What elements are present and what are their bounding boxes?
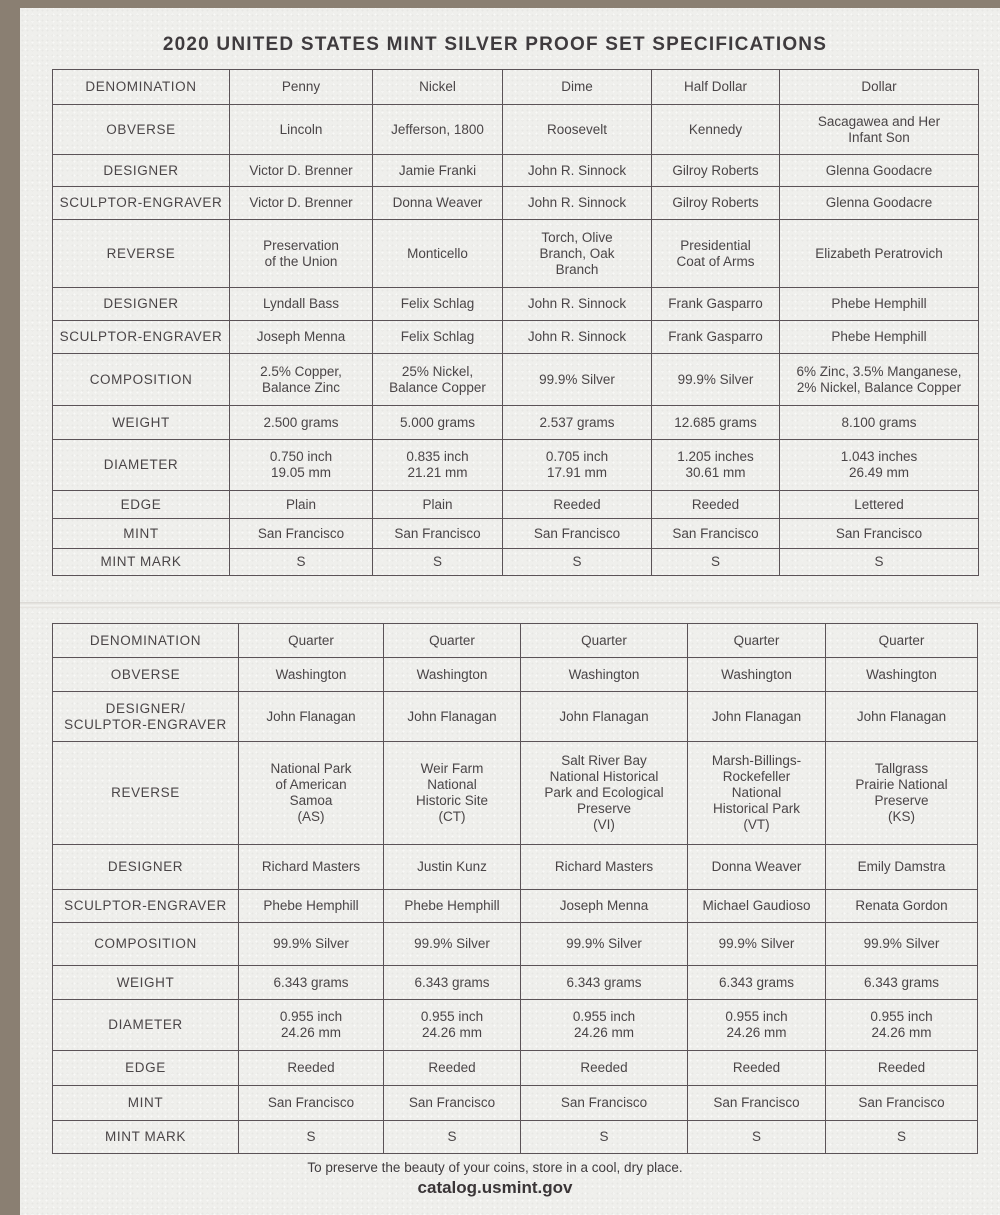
table-cell: Jamie Franki: [373, 155, 503, 187]
table-cell: John R. Sinnock: [503, 288, 652, 321]
table-cell: Torch, Olive Branch, Oak Branch: [503, 220, 652, 288]
table-cell: 6.343 grams: [521, 966, 688, 1000]
table-cell: San Francisco: [826, 1086, 978, 1121]
table-cell: Felix Schlag: [373, 321, 503, 354]
table-cell: 6.343 grams: [688, 966, 826, 1000]
table-cell: Joseph Menna: [521, 890, 688, 923]
row-label: WEIGHT: [53, 406, 230, 440]
table-cell: 8.100 grams: [780, 406, 979, 440]
table-cell: Reeded: [688, 1051, 826, 1086]
card-fold: [20, 602, 1000, 608]
table-cell: Renata Gordon: [826, 890, 978, 923]
table-cell: San Francisco: [652, 519, 780, 549]
table-cell: 2.537 grams: [503, 406, 652, 440]
table-cell: John Flanagan: [239, 692, 384, 742]
table-cell: 0.955 inch 24.26 mm: [239, 1000, 384, 1051]
table-cell: 0.955 inch 24.26 mm: [826, 1000, 978, 1051]
table-row: [53, 1086, 978, 1121]
row-label: MINT: [53, 1086, 239, 1121]
table-cell: Glenna Goodacre: [780, 155, 979, 187]
table-cell: National Park of American Samoa (AS): [239, 742, 384, 845]
table-cell: Washington: [239, 658, 384, 692]
table-cell: Sacagawea and Her Infant Son: [780, 105, 979, 155]
table-cell: 2.500 grams: [230, 406, 373, 440]
table-cell: Justin Kunz: [384, 845, 521, 890]
table-cell: 0.955 inch 24.26 mm: [521, 1000, 688, 1051]
table-cell: Quarter: [521, 624, 688, 658]
table-cell: John Flanagan: [826, 692, 978, 742]
table-cell: John Flanagan: [688, 692, 826, 742]
table-row: [53, 966, 978, 1000]
table-cell: S: [688, 1121, 826, 1154]
table-cell: Joseph Menna: [230, 321, 373, 354]
table-cell: San Francisco: [230, 519, 373, 549]
table-row: [53, 70, 979, 105]
table-cell: Frank Gasparro: [652, 321, 780, 354]
table-row: [53, 406, 979, 440]
table-cell: Washington: [826, 658, 978, 692]
row-label: OBVERSE: [53, 658, 239, 692]
row-label: REVERSE: [53, 742, 239, 845]
table-cell: Quarter: [688, 624, 826, 658]
row-label: REVERSE: [53, 220, 230, 288]
table-row: [53, 1121, 978, 1154]
table-cell: Emily Damstra: [826, 845, 978, 890]
table-row: [53, 288, 979, 321]
row-label: EDGE: [53, 491, 230, 519]
table-row: [53, 105, 979, 155]
table-cell: Roosevelt: [503, 105, 652, 155]
table-cell: 99.9% Silver: [384, 923, 521, 966]
table-cell: Dollar: [780, 70, 979, 105]
table-cell: Richard Masters: [239, 845, 384, 890]
row-label: DENOMINATION: [53, 70, 230, 105]
row-label: SCULPTOR-ENGRAVER: [53, 187, 230, 220]
table-row: [53, 923, 978, 966]
table-cell: Weir Farm National Historic Site (CT): [384, 742, 521, 845]
table-cell: San Francisco: [503, 519, 652, 549]
table-cell: S: [652, 549, 780, 576]
catalog-link[interactable]: catalog.usmint.gov: [417, 1178, 573, 1197]
table-cell: San Francisco: [239, 1086, 384, 1121]
table-cell: Lyndall Bass: [230, 288, 373, 321]
table-cell: Washington: [688, 658, 826, 692]
row-label: SCULPTOR-ENGRAVER: [53, 321, 230, 354]
table-cell: Jefferson, 1800: [373, 105, 503, 155]
table-cell: 1.043 inches 26.49 mm: [780, 440, 979, 491]
table-cell: Plain: [373, 491, 503, 519]
table-cell: Donna Weaver: [688, 845, 826, 890]
top-spec-table: [52, 69, 979, 576]
table-cell: Reeded: [826, 1051, 978, 1086]
table-row: [53, 890, 978, 923]
table-row: [53, 845, 978, 890]
table-cell: Victor D. Brenner: [230, 155, 373, 187]
table-cell: 6.343 grams: [384, 966, 521, 1000]
bottom-spec-table: [52, 623, 978, 1154]
table-cell: 1.205 inches 30.61 mm: [652, 440, 780, 491]
table-cell: San Francisco: [373, 519, 503, 549]
table-cell: Elizabeth Peratrovich: [780, 220, 979, 288]
row-label: OBVERSE: [53, 105, 230, 155]
table-cell: John R. Sinnock: [503, 155, 652, 187]
table-cell: S: [230, 549, 373, 576]
row-label: DESIGNER: [53, 288, 230, 321]
row-label: COMPOSITION: [53, 923, 239, 966]
table-cell: Quarter: [239, 624, 384, 658]
table-row: [53, 692, 978, 742]
table-cell: Donna Weaver: [373, 187, 503, 220]
table-cell: 0.955 inch 24.26 mm: [688, 1000, 826, 1051]
table-cell: 0.955 inch 24.26 mm: [384, 1000, 521, 1051]
table-cell: S: [826, 1121, 978, 1154]
table-cell: 12.685 grams: [652, 406, 780, 440]
table-cell: 99.9% Silver: [239, 923, 384, 966]
table-cell: Salt River Bay National Historical Park and Ecological Preserve (VI): [521, 742, 688, 845]
table-cell: Gilroy Roberts: [652, 187, 780, 220]
row-label: DESIGNER: [53, 155, 230, 187]
table-cell: San Francisco: [780, 519, 979, 549]
table-row: [53, 549, 979, 576]
table-cell: San Francisco: [688, 1086, 826, 1121]
table-cell: Reeded: [384, 1051, 521, 1086]
table-cell: Phebe Hemphill: [780, 288, 979, 321]
table-row: [53, 321, 979, 354]
table-cell: Presidential Coat of Arms: [652, 220, 780, 288]
table-cell: Reeded: [521, 1051, 688, 1086]
table-row: [53, 491, 979, 519]
table-cell: 99.9% Silver: [503, 354, 652, 406]
table-cell: Reeded: [239, 1051, 384, 1086]
table-cell: Lettered: [780, 491, 979, 519]
table-cell: 99.9% Silver: [521, 923, 688, 966]
table-cell: Phebe Hemphill: [780, 321, 979, 354]
table-cell: Quarter: [826, 624, 978, 658]
row-label: MINT MARK: [53, 549, 230, 576]
table-cell: 0.705 inch 17.91 mm: [503, 440, 652, 491]
table-row: [53, 742, 978, 845]
row-label: DESIGNER/ SCULPTOR-ENGRAVER: [53, 692, 239, 742]
table-cell: John Flanagan: [521, 692, 688, 742]
row-label: WEIGHT: [53, 966, 239, 1000]
table-cell: Glenna Goodacre: [780, 187, 979, 220]
table-cell: 6% Zinc, 3.5% Manganese, 2% Nickel, Balance Copper: [780, 354, 979, 406]
table-cell: S: [373, 549, 503, 576]
table-cell: Nickel: [373, 70, 503, 105]
table-cell: Victor D. Brenner: [230, 187, 373, 220]
table-cell: Reeded: [503, 491, 652, 519]
table-cell: Quarter: [384, 624, 521, 658]
table-cell: Lincoln: [230, 105, 373, 155]
page-title: 2020 UNITED STATES MINT SILVER PROOF SET SPECIFICATIONS: [162, 34, 828, 55]
table-cell: John Flanagan: [384, 692, 521, 742]
table-cell: 0.835 inch 21.21 mm: [373, 440, 503, 491]
table-cell: 2.5% Copper, Balance Zinc: [230, 354, 373, 406]
table-cell: Tallgrass Prairie National Preserve (KS): [826, 742, 978, 845]
table-cell: Dime: [503, 70, 652, 105]
table-cell: Felix Schlag: [373, 288, 503, 321]
table-cell: 6.343 grams: [239, 966, 384, 1000]
table-cell: 25% Nickel, Balance Copper: [373, 354, 503, 406]
table-cell: San Francisco: [521, 1086, 688, 1121]
table-cell: Michael Gaudioso: [688, 890, 826, 923]
table-cell: S: [521, 1121, 688, 1154]
table-cell: Reeded: [652, 491, 780, 519]
table-cell: 99.9% Silver: [688, 923, 826, 966]
table-row: [53, 187, 979, 220]
table-cell: S: [384, 1121, 521, 1154]
row-label: MINT MARK: [53, 1121, 239, 1154]
table-cell: Penny: [230, 70, 373, 105]
table-cell: S: [780, 549, 979, 576]
table-cell: Half Dollar: [652, 70, 780, 105]
table-cell: San Francisco: [384, 1086, 521, 1121]
table-row: [53, 1051, 978, 1086]
table-cell: Washington: [521, 658, 688, 692]
table-row: [53, 1000, 978, 1051]
storage-note: To preserve the beauty of your coins, store in a cool, dry place.: [307, 1160, 683, 1175]
table-cell: Washington: [384, 658, 521, 692]
table-cell: Kennedy: [652, 105, 780, 155]
row-label: MINT: [53, 519, 230, 549]
table-row: [53, 658, 978, 692]
table-cell: 99.9% Silver: [652, 354, 780, 406]
table-row: [53, 220, 979, 288]
row-label: SCULPTOR-ENGRAVER: [53, 890, 239, 923]
row-label: DIAMETER: [53, 1000, 239, 1051]
row-label: DENOMINATION: [53, 624, 239, 658]
table-cell: Phebe Hemphill: [384, 890, 521, 923]
table-cell: Frank Gasparro: [652, 288, 780, 321]
row-label: COMPOSITION: [53, 354, 230, 406]
table-cell: 0.750 inch 19.05 mm: [230, 440, 373, 491]
table-cell: S: [239, 1121, 384, 1154]
table-cell: John R. Sinnock: [503, 187, 652, 220]
table-cell: S: [503, 549, 652, 576]
table-cell: Monticello: [373, 220, 503, 288]
table-cell: 5.000 grams: [373, 406, 503, 440]
table-cell: Plain: [230, 491, 373, 519]
table-row: [53, 440, 979, 491]
table-row: [53, 155, 979, 187]
row-label: DIAMETER: [53, 440, 230, 491]
table-row: [53, 519, 979, 549]
row-label: DESIGNER: [53, 845, 239, 890]
table-cell: Phebe Hemphill: [239, 890, 384, 923]
table-cell: Preservation of the Union: [230, 220, 373, 288]
table-cell: Marsh-Billings- Rockefeller National Historical Park (VT): [688, 742, 826, 845]
table-row: [53, 354, 979, 406]
table-cell: Gilroy Roberts: [652, 155, 780, 187]
row-label: EDGE: [53, 1051, 239, 1086]
table-cell: 99.9% Silver: [826, 923, 978, 966]
table-cell: Richard Masters: [521, 845, 688, 890]
table-cell: 6.343 grams: [826, 966, 978, 1000]
table-row: [53, 624, 978, 658]
table-cell: John R. Sinnock: [503, 321, 652, 354]
